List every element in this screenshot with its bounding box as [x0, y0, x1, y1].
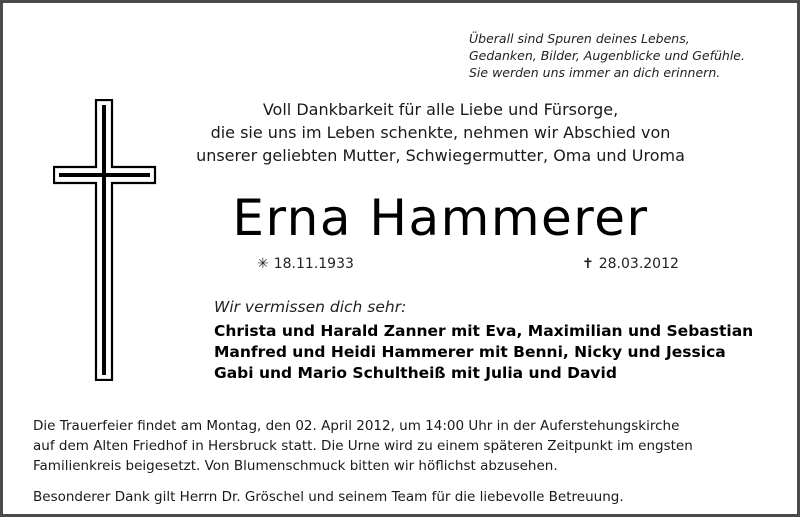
quote-line: Gedanken, Bilder, Augenblicke und Gefühle.: [469, 48, 745, 63]
notice-line: Familienkreis beigesetzt. Von Blumenschmuck bitten wir höflichst abzusehen.: [33, 458, 558, 474]
notice-line: auf dem Alten Friedhof in Hersbruck statt. Die Urne wird zu einem späteren Zeitpunkt im engsten: [33, 438, 693, 454]
death-date-value: 28.03.2012: [598, 256, 679, 272]
mourner-family: Christa und Harald Zanner mit Eva, Maximilian und Sebastian: [214, 322, 754, 340]
cross-icon: [53, 99, 157, 381]
funeral-notice: [33, 416, 778, 476]
mourners-heading: Wir vermissen dich sehr:: [214, 298, 407, 316]
intro-line: Voll Dankbarkeit für alle Liebe und Fürsorge,: [262, 100, 619, 119]
mourners-list: [214, 321, 753, 384]
deceased-name: Erna Hammerer: [232, 189, 649, 247]
farewell-text: [153, 98, 728, 167]
birth-date-value: 18.11.1933: [273, 256, 354, 272]
mourner-family: Manfred und Heidi Hammerer mit Benni, Nicky und Jessica: [214, 343, 726, 361]
memorial-quote: [469, 30, 789, 81]
thanks-text: Besonderer Dank gilt Herrn Dr. Gröschel und seinem Team für die liebevolle Betreuung.: [33, 489, 624, 505]
death-cross-icon: ✝: [582, 256, 594, 272]
intro-line: unserer geliebten Mutter, Schwiegermutter, Oma und Uroma: [196, 146, 685, 165]
birth-star-icon: ✳: [257, 256, 269, 272]
death-date: [582, 255, 679, 273]
birth-date: [257, 255, 354, 273]
notice-line: Die Trauerfeier findet am Montag, den 02. April 2012, um 14:00 Uhr in der Auferstehungskirche: [33, 418, 680, 434]
quote-line: Überall sind Spuren deines Lebens,: [469, 31, 690, 46]
quote-line: Sie werden uns immer an dich erinnern.: [469, 65, 721, 80]
intro-line: die sie uns im Leben schenkte, nehmen wir Abschied von: [210, 123, 671, 142]
mourner-family: Gabi und Mario Schultheiß mit Julia und David: [214, 364, 617, 382]
